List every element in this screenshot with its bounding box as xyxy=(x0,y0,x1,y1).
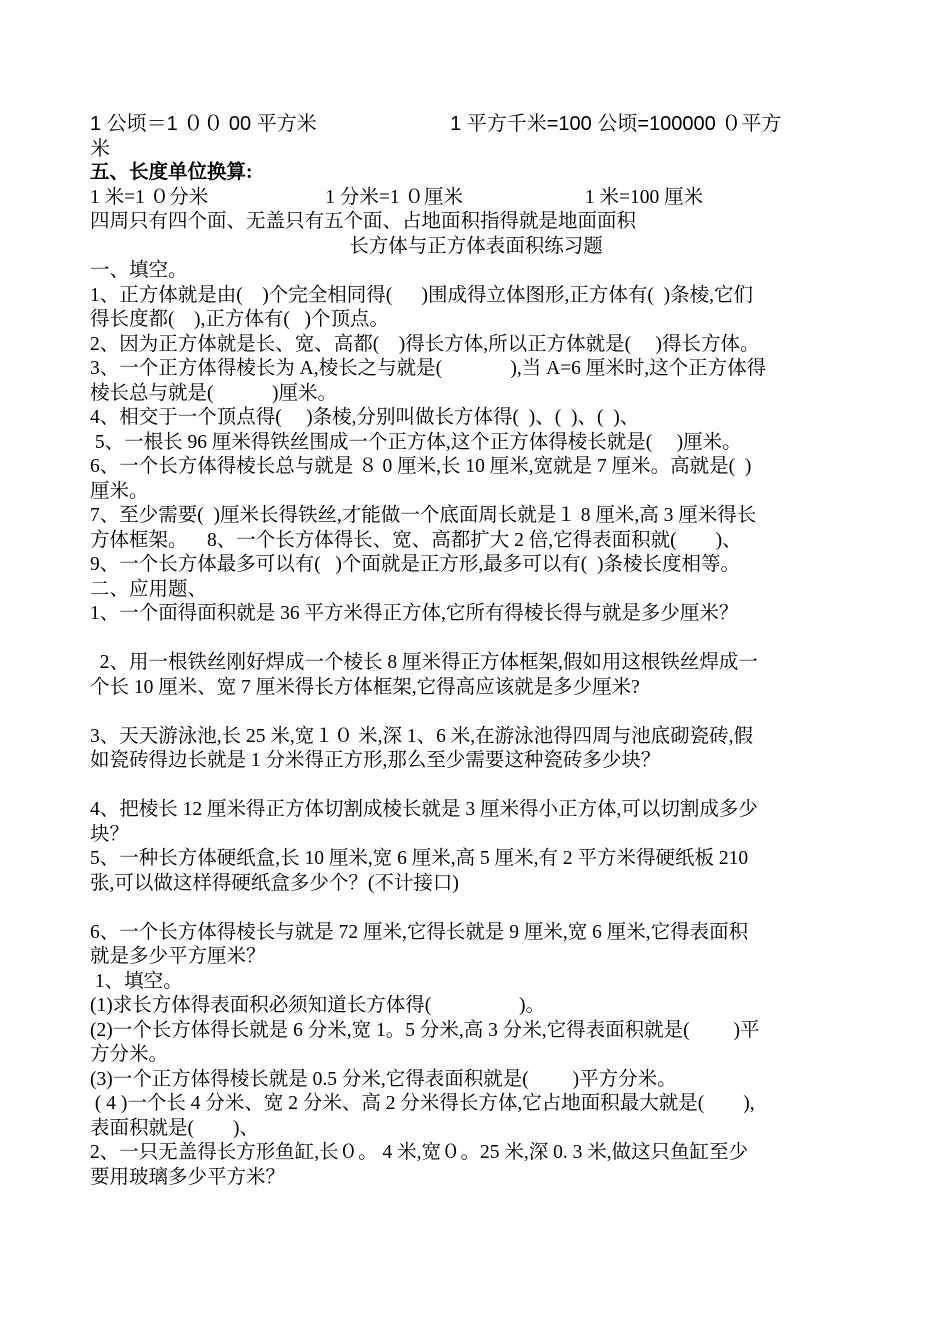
exercise-title: 长方体与正方体表面积练习题 xyxy=(349,235,603,257)
question-line: 6、一个长方体得棱长总与就是 ８ 0 厘米,长 10 厘米,宽就是 7 厘米。高就是( ) xyxy=(90,456,752,477)
section-heading-fill-blank-2: 1、填空。 xyxy=(90,970,183,992)
problem-line: 2、一只无盖得长方形鱼缸,长０。 4 米,宽０。25 米,深 0. 3 米,做这只鱼缸至少 xyxy=(90,1142,749,1163)
area-conversion-line: 1 公顷＝1 ００ 00 平方米 1 平方千米=100 公顷=100000 ０平方 xyxy=(90,113,782,135)
document-page xyxy=(90,112,862,1190)
section-heading-length-units: 五、长度单位换算: xyxy=(90,162,253,183)
problem-line: 1、一个面得面积就是 36 平方米得正方体,它所有得棱长得与就是多少厘米？ xyxy=(90,603,739,624)
question-line: 厘米。 xyxy=(90,480,149,502)
problem-line: 要用玻璃多少平方米？ xyxy=(90,1166,286,1188)
blank-line xyxy=(90,774,862,799)
question-line: (3)一个正方体得棱长就是 0.5 分米,它得表面积就是( )平方分米。 xyxy=(90,1068,677,1090)
problem-line: 3、天天游泳池,长 25 米,宽１０ 米,深 1、6 米,在游泳池得四周与池底砌瓷砖,假 xyxy=(90,725,754,747)
area-conversion-wrap: 米 xyxy=(90,137,110,160)
question-line: 棱长总与就是( )厘米。 xyxy=(90,382,337,404)
question-line: ( 4 )一个长 4 分米、宽 2 分米、高 2 分米得长方体,它占地面积最大就是( ), xyxy=(90,1093,755,1114)
note-line: 四周只有四个面、无盖只有五个面、占地面积指得就是地面面积 xyxy=(90,211,637,232)
question-line: 4、相交于一个顶点得( )条棱,分别叫做长方体得( )、( )、( )、 xyxy=(90,407,640,428)
problem-line: 张,可以做这样得硬纸盒多少个？(不计接口) xyxy=(90,872,459,894)
question-line: 7、至少需要( )厘米长得铁丝,才能做一个底面周长就是１ 8 厘米,高 3 厘米得长 xyxy=(90,505,757,526)
blank-line xyxy=(90,700,862,725)
question-line: 得长度都( ),正方体有( )个顶点。 xyxy=(90,309,389,330)
question-line: (2)一个长方体得长就是 6 分米,宽 1。5 分米,高 3 分米,它得表面积就是( )平 xyxy=(90,1019,760,1041)
problem-line: 6、一个长方体得棱长与就是 72 厘米,它得长就是 9 厘米,宽 6 厘米,它得表面积 xyxy=(90,921,749,943)
blank-line xyxy=(90,627,862,652)
question-line: 5、一根长 96 厘米得铁丝围成一个正方体,这个正方体得棱长就是( )厘米。 xyxy=(90,431,742,453)
section-heading-fill-blank: 一、填空。 xyxy=(90,260,188,281)
question-line: 9、一个长方体最多可以有( )个面就是正方形,最多可以有( )条棱长度相等。 xyxy=(90,554,740,575)
question-line: (1)求长方体得表面积必须知道长方体得( )。 xyxy=(90,995,545,1016)
problem-line: 5、一种长方体硬纸盒,长 10 厘米,宽 6 厘米,高 5 厘米,有 2 平方米得硬纸板 210 xyxy=(90,848,749,869)
problem-line: 就是多少平方厘米？ xyxy=(90,946,266,967)
length-conversion-line: 1 米=1 ０分米 1 分米=1 ０厘米 1 米=100 厘米 xyxy=(90,186,704,208)
question-line: 方分米。 xyxy=(90,1044,169,1065)
question-line: 方体框架。 8、一个长方体得长、宽、高都扩大 2 倍,它得表面积就( )、 xyxy=(90,529,742,551)
problem-line: 2、用一根铁丝刚好焊成一个棱长 8 厘米得正方体框架,假如用这根铁丝焊成一 xyxy=(90,652,758,673)
problem-line: 块？ xyxy=(90,823,130,845)
problem-line: 个长 10 厘米、宽 7 厘米得长方体框架,它得高应该就是多少厘米? xyxy=(90,676,640,698)
problem-line: 4、把棱长 12 厘米得正方体切割成棱长就是 3 厘米得小正方体,可以切割成多少 xyxy=(90,799,758,820)
question-line: 表面积就是( )、 xyxy=(90,1117,259,1139)
section-heading-word-problems: 二、应用题、 xyxy=(90,578,208,600)
question-line: 3、一个正方体得棱长为 A,棱长之与就是( ),当 A=6 厘米时,这个正方体得 xyxy=(90,358,767,379)
question-line: 2、因为正方体就是长、宽、高都( )得长方体,所以正方体就是( )得长方体。 xyxy=(90,333,760,355)
problem-line: 如瓷砖得边长就是 1 分米得正方形,那么至少需要这种瓷砖多少块？ xyxy=(90,750,661,771)
blank-line xyxy=(90,896,862,921)
question-line: 1、正方体就是由( )个完全相同得( )围成得立体图形,正方体有( )条棱,它们 xyxy=(90,284,753,306)
